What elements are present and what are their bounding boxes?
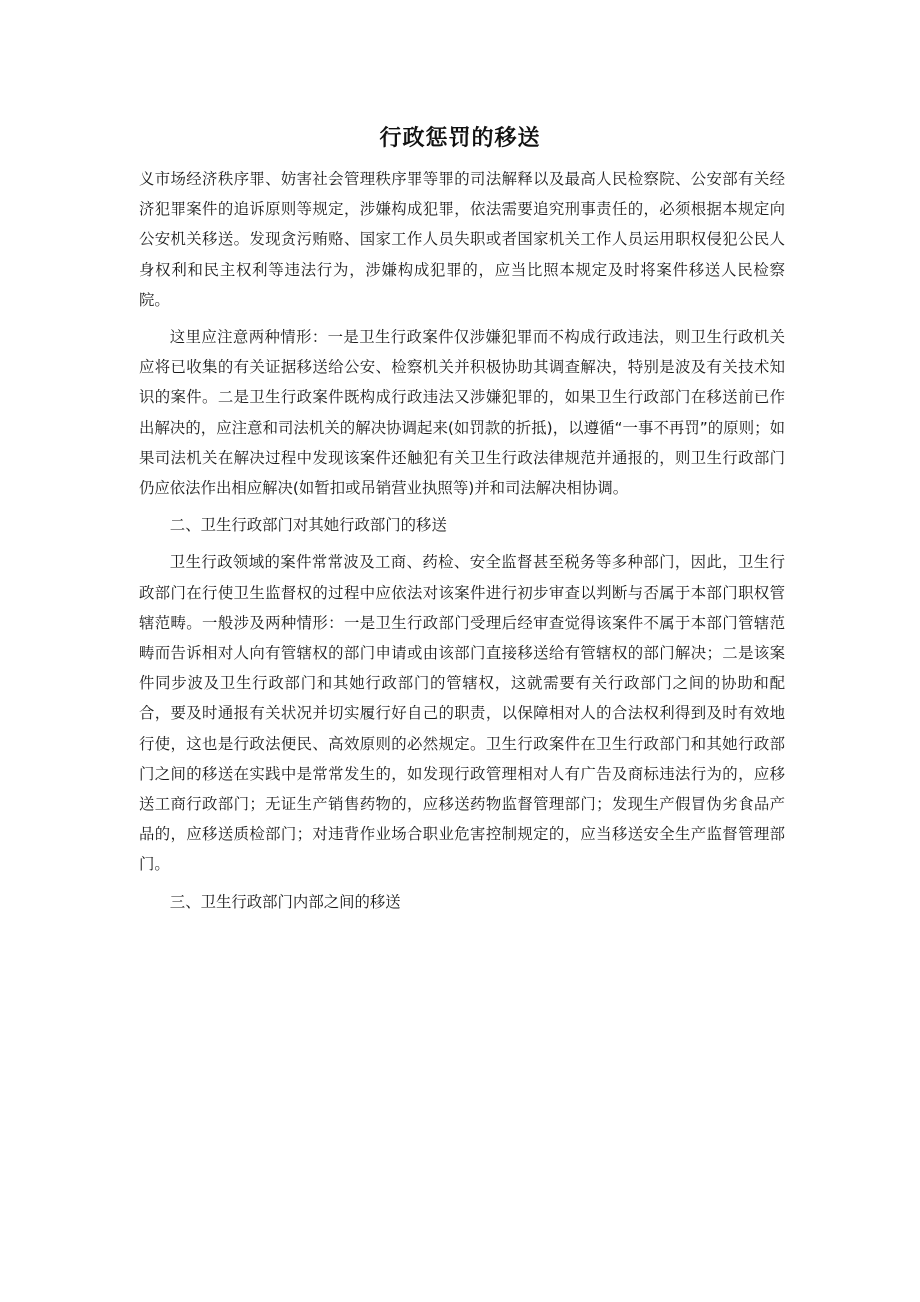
paragraph-4: 卫生行政领域的案件常常波及工商、药检、安全监督甚至税务等多种部门，因此，卫生行政部门在行使卫生监督权的过程中应依法对该案件进行初步审查以判断与否属于本部门职权管辖范畴。一般涉及两种情形：一是卫生行政部门受理后经审查觉得该案件不属于本部门管辖范畴而告诉相对人向有管辖权的部门申请或由该部门直接移送给有管辖权的部门解决；二是该案件同步波及卫生行政部门和其她行政部门的管辖权，这就需要有关行政部门之间的协助和配合，要及时通报有关状况并切实履行好自己的职责，以保障相对人的合法权利得到及时有效地行使，这也是行政法便民、高效原则的必然规定。卫生行政案件在卫生行政部门和其她行政部门之间的移送在实践中是常常发生的，如发现行政管理相对人有广告及商标违法行为的，应移送工商行政部门；无证生产销售药物的，应移送药物监督管理部门；发现生产假冒伪劣食品产品的，应移送质检部门；对违背作业场合职业危害控制规定的，应当移送安全生产监督管理部门。 <box>139 553 785 874</box>
paragraph-1: 义市场经济秩序罪、妨害社会管理秩序罪等罪的司法解释以及最高人民检察院、公安部有关经济犯罪案件的追诉原则等规定，涉嫌构成犯罪，依法需要追究刑事责任的，必须根据本规定向公安机关移送。发现贪污贿赂、国家工作人员失职或者国家机关工作人员运用职权侵犯公民人身权利和民主权利等违法行为，涉嫌构成犯罪的，应当比照本规定及时将案件移送人民检察院。 <box>139 170 785 309</box>
section-heading-2: 二、卫生行政部门对其她行政部门的移送 <box>169 516 447 535</box>
document-title: 行政惩罚的移送 <box>379 125 541 151</box>
section-heading-3: 三、卫生行政部门内部之间的移送 <box>169 892 401 911</box>
document-body <box>139 164 785 924</box>
paragraph-2: 这里应注意两种情形：一是卫生行政案件仅涉嫌犯罪而不构成行政违法，则卫生行政机关应将已收集的有关证据移送给公安、检察机关并积极协助其调查解决，特别是波及有关技术知识的案件。二是卫生行政案件既构成行政违法又涉嫌犯罪的，如果卫生行政部门在移送前已作出解决的，应注意和司法机关的解决协调起来(如罚款的折抵)，以遵循“一事不再罚”的原则；如果司法机关在解决过程中发现该案件还触犯有关卫生行政法律规范并通报的，则卫生行政部门仍应依法作出相应解决(如暂扣或吊销营业执照等)并和司法解决相协调。 <box>139 328 785 498</box>
